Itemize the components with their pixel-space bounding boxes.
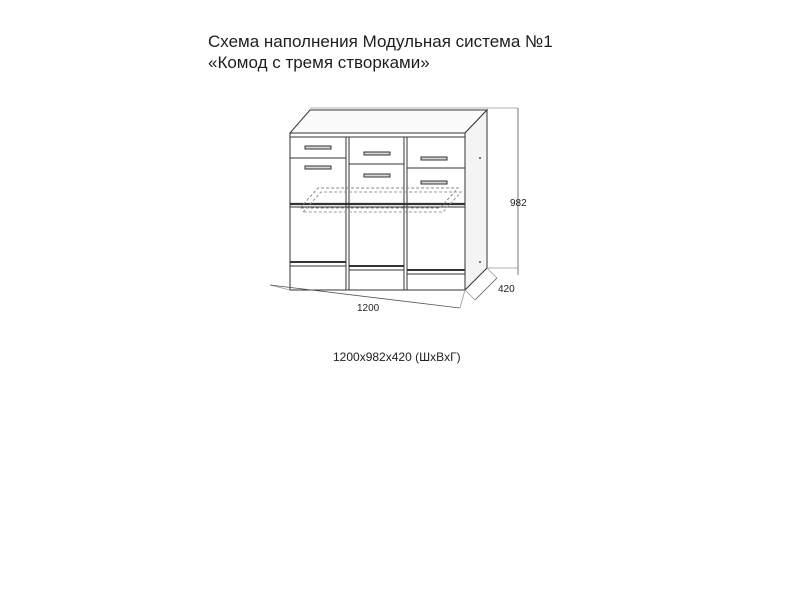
depth-label: 420 xyxy=(498,284,515,295)
title-line-1: Схема наполнения Модульная система №1 xyxy=(208,32,553,51)
title-line-2: «Комод с тремя створками» xyxy=(208,53,430,72)
width-label: 1200 xyxy=(357,303,380,314)
cabinet-top xyxy=(290,110,487,133)
handle-right-door xyxy=(421,181,447,184)
hinge-dot-bottom xyxy=(479,261,481,263)
handle-left-top xyxy=(305,146,331,149)
dimensions-caption: 1200x982x420 (ШxВxГ) xyxy=(333,350,461,364)
depth-dimension-line xyxy=(475,278,497,300)
handle-mid-door xyxy=(364,174,390,177)
height-label: 982 xyxy=(510,198,527,209)
handle-left-door xyxy=(305,166,331,169)
handle-right-top xyxy=(421,157,447,160)
width-ext-right xyxy=(460,290,465,308)
depth-ext-front xyxy=(465,290,475,300)
handle-mid-top xyxy=(364,152,390,155)
cabinet-side xyxy=(465,110,487,290)
hinge-dot-top xyxy=(479,157,481,159)
depth-ext-back xyxy=(487,268,497,278)
